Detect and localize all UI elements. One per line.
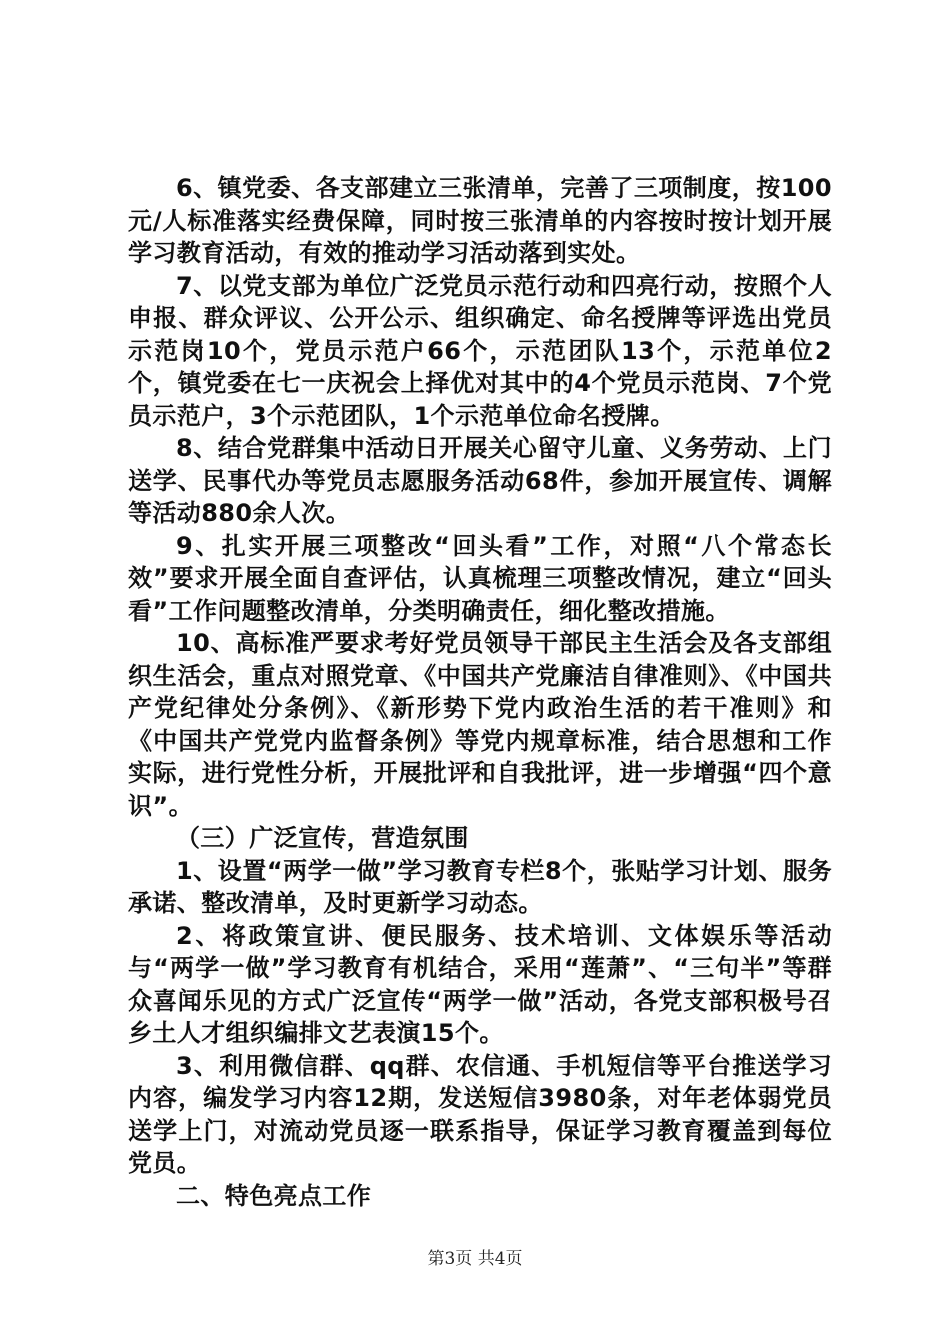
document-body bbox=[128, 172, 832, 1212]
paragraph-item-10: 10、高标准严要求考好党员领导干部民主生活会及各支部组织生活会，重点对照党章、《中国共产党廉洁自律准则》、《中国共产党纪律处分条例》、《新形势下党内政治生活的若干准则》和《中国共产党党内监督条例》等党内规章标准，结合思想和工作实际，进行党性分析，开展批评和自我批评，进一步增强“四个意识”。 bbox=[128, 629, 832, 820]
paragraph-publicity-3: 3、利用微信群、qq群、农信通、手机短信等平台推送学习内容，编发学习内容12期，发送短信3980条，对年老体弱党员送学上门，对流动党员逐一联系指导，保证学习教育覆盖到每位党员。 bbox=[128, 1051, 832, 1177]
paragraph-publicity-1: 1、设置“两学一做”学习教育专栏8个，张贴学习计划、服务承诺、整改清单，及时更新学习动态。 bbox=[128, 856, 832, 917]
page-number-footer: 第3页 共4页 bbox=[427, 1249, 523, 1269]
section-heading-publicity: （三）广泛宣传，营造氛围 bbox=[176, 824, 469, 852]
paragraph-publicity-2: 2、将政策宣讲、便民服务、技术培训、文体娱乐等活动与“两学一做”学习教育有机结合，采用“莲萧”、“三句半”等群众喜闻乐见的方式广泛宣传“两学一做”活动，各党支部积极号召乡土人才组织编排文艺表演15个。 bbox=[128, 921, 832, 1047]
paragraph-item-9: 9、扎实开展三项整改“回头看”工作，对照“八个常态长效”要求开展全面自查评估，认真梳理三项整改情况，建立“回头看”工作问题整改清单，分类明确责任，细化整改措施。 bbox=[128, 531, 832, 625]
paragraph-item-8: 8、结合党群集中活动日开展关心留守儿童、义务劳动、上门送学、民事代办等党员志愿服务活动68件，参加开展宣传、调解等活动880余人次。 bbox=[128, 434, 832, 527]
section-heading-highlights: 二、特色亮点工作 bbox=[176, 1181, 372, 1210]
paragraph-item-6: 6、镇党委、各支部建立三张清单，完善了三项制度，按100元/人标准落实经费保障，同时按三张清单的内容按时按计划开展学习教育活动，有效的推动学习活动落到实处。 bbox=[128, 174, 832, 267]
paragraph-item-7: 7、以党支部为单位广泛党员示范行动和四亮行动，按照个人申报、群众评议、公开公示、组织确定、命名授牌等评选出党员示范岗10个，党员示范户66个，示范团队13个，示范单位2个，镇党委在七一庆祝会上择优对其中的4个党员示范岗、7个党员示范户，3个示范团队，1个示范单位命名授牌。 bbox=[128, 271, 832, 430]
